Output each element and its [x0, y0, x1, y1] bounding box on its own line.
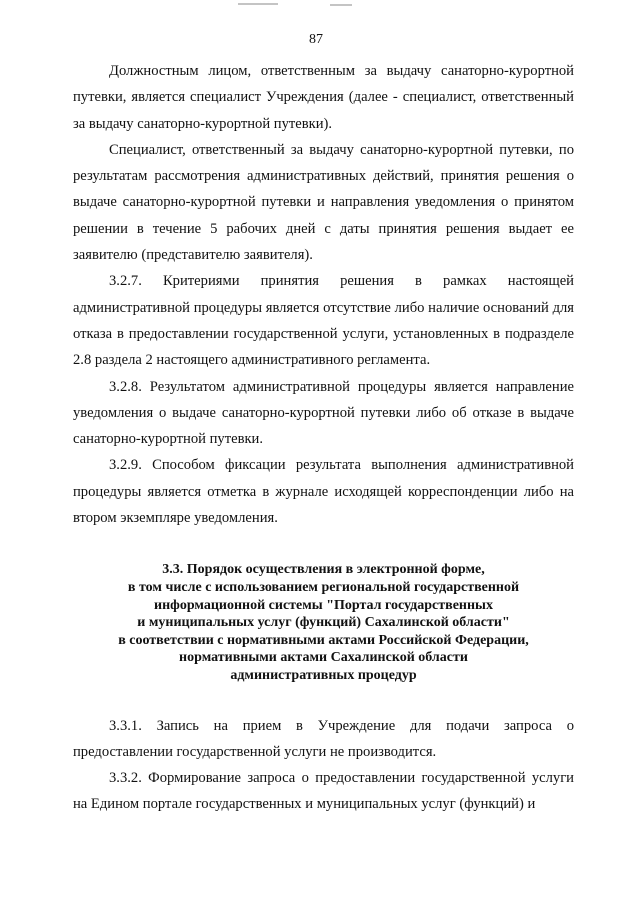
heading-line: в том числе с использованием региональной государственной [127, 579, 520, 595]
paragraph-3-2-8: 3.2.8. Результатом административной процедуры является направление уведомления о выдаче санаторно-курортной путевки либо об отказе в выдаче санаторно-курортной путевки. [73, 378, 574, 448]
paragraph-responsible-official: Должностным лицом, ответственным за выдачу санаторно-курортной путевки, является специалист Учреждения (далее - специалист, ответственный за выдачу санаторно-курортной путевки). [73, 63, 574, 132]
paragraph-3-2-9: 3.2.9. Способом фиксации результата выполнения административной процедуры является отметка в журнале исходящей корреспонденции либо на втором экземпляре уведомления. [73, 457, 574, 527]
heading-line: и муниципальных услуг (функций) Сахалинской области" [137, 615, 510, 631]
heading-line: административных процедур [230, 667, 417, 683]
scan-artifact-top-right [330, 4, 352, 6]
scan-artifact-top [238, 3, 278, 5]
heading-line: информационной системы "Портал государственных [154, 597, 493, 613]
page-number: 87 [309, 32, 323, 47]
heading-line: 3.3. Порядок осуществления в электронной форме, [162, 562, 485, 578]
section-heading-3-3 [73, 561, 574, 684]
heading-line: в соответствии с нормативными актами Российской Федерации, [118, 632, 529, 648]
heading-line: нормативными актами Сахалинской области [179, 650, 468, 666]
paragraph-specialist-actions: Специалист, ответственный за выдачу санаторно-курортной путевки, по результатам рассмотрения административных действий, принятия решения о выдаче санаторно-курортной путевки и направления уведомления о принятом решении в течение 5 рабочих дней с даты принятия решения выдает ее заявителю (представителю заявителя). [73, 141, 574, 264]
paragraph-3-2-7: 3.2.7. Критериями принятия решения в рамках настоящей административной процедуры является отсутствие либо наличие оснований для отказа в предоставлении государственной услуги, установленных в подразделе 2.8 раздела 2 настоящего административного регламента. [73, 273, 574, 369]
document-body [73, 58, 574, 818]
paragraph-3-3-1: 3.3.1. Запись на прием в Учреждение для подачи запроса о предоставлении государственной услуги не производится. [73, 717, 574, 760]
paragraph-3-3-2: 3.3.2. Формирование запроса о предоставлении государственной услуги на Едином портале государственных и муниципальных услуг (функций) и [73, 770, 574, 813]
